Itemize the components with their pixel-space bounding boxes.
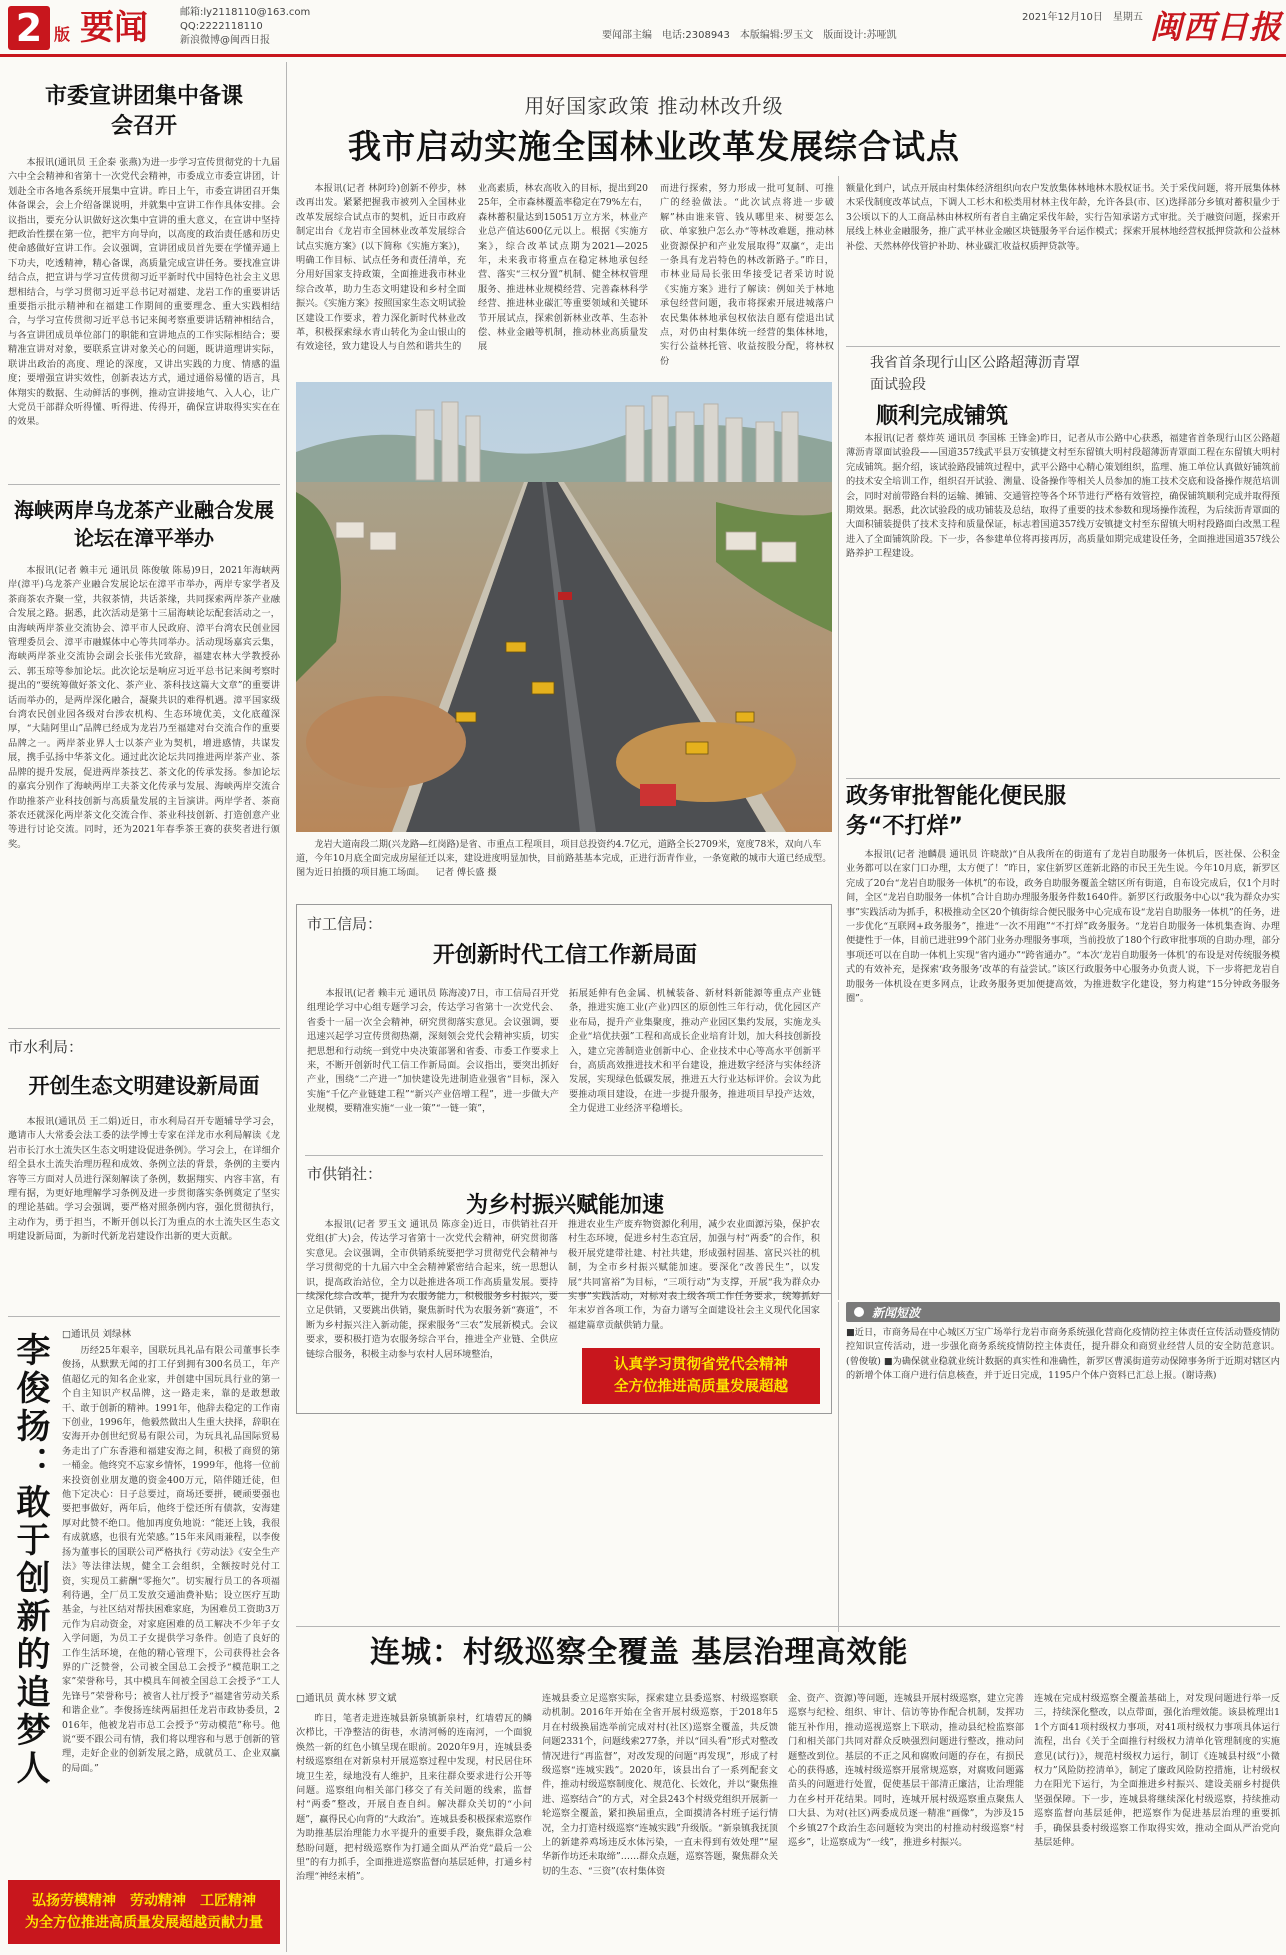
article-title: 市委宣讲团集中备课会召开 <box>44 84 243 139</box>
divider <box>846 778 1280 779</box>
road-construction-photo <box>296 382 832 832</box>
article-title: 为乡村振兴赋能加速 <box>465 1193 664 1218</box>
banner-line: 全方位推进高质量发展超越 <box>614 1379 788 1395</box>
article-body: 本报讯(记者 赖丰元 通讯员 陈俊敏 陈易)9日，2021年海峡两岸(漳平)乌龙茶产业融合发展论坛在漳平市举办，两岸专家学者及茶商茶农齐聚一堂，共叙茶情，共话茶缘，共同探索两岸茶产业融合发展之路。据悉，此次活动是第十三届海峡论坛配套活动之一，由海峡两岸茶业交流协会、漳平市人民政府、漳平台湾农民创业园管理委员会、漳平市融媒体中心等共同举办。活动现场嘉宾云集，海峡两岸茶业交流协会副会长张伟光致辞，福建农林大学教授孙云、郭玉琼等参加论坛。此次论坛是响应习近平总书记来闽考察时提出的“要统筹做好茶文化、茶产业、茶科技这篇大文章”的重要讲话而举办的，是两岸深化融合，凝聚共识的难得机遇。漳平国家级台湾农民创业园各级对台涉农机构、生态环境优美，文化底蕴深厚，“大陆阿里山”品牌已经成为龙岩乃至福建对台交流合作的重要品牌之一。两岸茶业界人士以茶产业为契机，增进感情，共谋发展，携手弘扬中华茶文化。通过此次论坛共同推进两岸茶产业、茶品牌的提升发展，促进两岸茶技艺、茶文化的传承发扬。参加论坛的嘉宾分别作了海峡两岸工夫茶文化传承与发展、海峡两岸交流合作助推茶产业科技创新与高质量发展的主旨演讲。两岸学者、茶商茶农还就深化两岸茶文化交流合作、茶业科技创新、打造创意产业等进行讨论交流。同时，还为2021年春季茶王赛的获奖者进行颁奖。 <box>8 565 280 850</box>
email-text: 邮箱:ly2118110@163.com <box>180 7 311 18</box>
lead-body-col4: 额量化到户，试点开展由村集体经济组织向农户发放集体林地林木股权证书。关于采伐问题，将开展集体林木采伐制度改革试点，下调人工杉木和松类用材林主伐年龄，允许各县(市、区)选择部分乡镇对蓄积量少于3公顷以下的人工商品林由林权所有者自主确定采伐年龄，实行告知承诺方式审批。关于融资问题，探索开展线上林业金融服务，推广武平林业金融区块链服务平台运作模式；探索开展林地经营权抵押贷款和公益林补偿、天然林停伐管护补助、林业碳汇收益权质押贷款等。 <box>846 183 1280 252</box>
section-label: 市工信局： <box>307 915 383 933</box>
banner-line: 弘扬劳模精神 劳动精神 工匠精神 <box>32 1893 256 1909</box>
party-congress-banner <box>582 1348 820 1404</box>
article-body: 历经25年艰辛，国联玩具礼品有限公司董事长李俊扬，从默默无闻的打工仔到拥有300名员工，年产值超亿元的知名企业家，并创建中国玩具行业的第一个自主知识产权品牌，这一路走来，靠的是敢想敢干、敢于创新的精神。1991年，他辞去稳定的工作南下创业，1996年，他毅然做出人生重大抉择，辞职在安海开办创世纪贸易有限公司，为玩具礼品国际贸易务走出了广东香港和福建安海之间，积极了商贸的第一桶金。他终究不忘家乡情怀，1999年，他将一位前来投资创业朋友邀的资金400万元，陪伴随迁徒，但他下定决心：日子总要过，商场还要拼，硬顽要强也要把事做好，两年后，他终于偿还所有债款，安海建厚对此赞不绝口。他加再度负地说：“能还上钱，我很有成就感，也很有光荣感。”15年来风雨兼程，以李俊扬为董事长的国联公司严格执行《劳动法》《安全生产法》等法律法规，健全工会组织，全额按时兑付工资，实现员工薪酬“零拖欠”。切实履行员工的各项福利待遇，全厂员工发放交通油费补贴；设立医疗互助基金，与社区结对帮扶困难家庭，为困难员工资助3万元作为启动资金，对家庭困难的员工解决不少年子女入学问题，为员工子女提供学习条件。创造了良好的工作生活环境，在他的精心管理下，公司获得社会各界的广泛赞誉，公司被全国总工会授予“模范职工之家”荣誉称号，其中模具车间被全国总工会授予“工人先锋号”荣誉称号；被省人社厅授予“福建省劳动关系和谐企业”。李俊扬连续两届担任龙岩市政协委员，2016年，他被龙岩市总工会授予“劳动模范”称号。他说“要不跟公司有情，我们将以理容和与恩于创新的管理，走好企业的创新发展之路，成就员工、企业双赢的局面。” <box>62 1345 280 1774</box>
masthead <box>0 0 1286 58</box>
lead-body-col1: 本报讯(记者 林阿玲)创新不停步，林改再出发。紧紧把握我市被列入全国林业改革发展综合试点市的契机，近日市政府制定出台《龙岩市全国林业改革发展综合试点实施方案》(以下简称《实施方案》)，明确工作目标、试点任务和责任清单，充分用好国家支持政策，全面推进我市林业综合改革，助力生态文明建设和乡村全面振兴。《实施方案》按照国家生态文明试验区建设工作要求，着力深化新时代林业改革，积极探索绿水青山转化为金山银山的有效途径，致力建设人与自然和谐共生的 <box>296 183 466 353</box>
section-label: 市水利局： <box>8 1038 84 1056</box>
lead-body-col3: 而进行探索，努力形成一批可复制、可推广的经验做法。“此次试点将进一步破解”林由谁来管、钱从哪里来、树要怎么砍、单家独户怎么办“等林改难题，推动林业资源保护和产业发展取得”双赢“，走出一条具有龙岩特色的林改新路子。”昨日，市林业局局长张田华接受记者采访时说《实施方案》进行了解读：例如关于林地承包经营问题，我市将探索开展进城落户农民集体林地承包权依法自愿有偿退出试点，对仍由村集体统一经营的集体林地，实行公益林托管、收益按股分配，将林权份 <box>660 183 834 367</box>
divider <box>8 1316 280 1317</box>
article-body-cont: 拓展延伸有色金属、机械装备、新材料新能源等重点产业链条，推进实施工业(产业)四区的原创性三年行动，优化园区产业布局，提升产业集聚度，推动产业园区集约发展，实施龙头企业“培优扶强”工程和高成长企业培育计划，加大科技创新投入，建立完善制造业创新中心、企业技术中心等高水平创新平台，高质高效推进技术和平台建设，推进数字经济与实体经济发展，实现绿色低碳发展，推进五大行业达标评价。会议为此要推动项目建设，在进一步提升服务，推进项目早投产达效，全力促进工业经济平稳增长。 <box>569 988 821 1115</box>
news-brief-title: 新闻短波 <box>872 1306 921 1320</box>
article-li-junyang <box>8 1326 280 1856</box>
news-brief-icon <box>854 1307 864 1317</box>
liancheng-byline: □通讯员 黄水林 罗文斌 <box>296 1693 397 1704</box>
photo-credit: 记者 傅长盛 摄 <box>435 867 497 878</box>
caption-text: 龙岩大道南段二期(兴龙路—红岗路)是省、市重点工程项目，项目总投资约4.7亿元，道路全长2709米，宽度78米，双向八车道，今年10月底全面完成房屋征迁以来，建设进度明显加快，目前路基基本完成，正进行沥青作业，一条宽敞的城市大道已经成型。图为近日拍摄的项目施工场面。 <box>296 839 832 878</box>
article-body: 本报讯(通讯员 王二娟)近日，市水利局召开专题辅导学习会，邀请市人大常委会法工委的法学博士专家在洋龙市水利局解读《龙岩市长汀水土流失区生态文明建设促进条例》。学习会上，在详细介绍全县水土流失治理历程和成效、条例立法的背景，条例的主要内容等三方面对人员进行深刻解读了条例，数据翔实、内容丰富，有理有据，为更好地理解学习条例及进一步贯彻落实条例奠定了坚实的理论基础。学习会强调，要严格对照条例内容，强化贯彻执行，主动作为，勇于担当，不断开创以长汀为重点的水土流失区生态文明建设新局面，为新时代新龙岩建设作出新的更大贡献。 <box>8 1116 280 1243</box>
article-body: 本报讯(记者 赖丰元 通讯员 陈海凌)7日，市工信局召开党组理论学习中心组专题学习会，传达学习省第十一次党代会、省委十一届一次全会精神，研究贯彻落实意见。会议强调，要迅速兴起学习宣传贯彻热潮，深刻领会党代会精神实质，切实把思想和行动统一到党中央决策部署和省委、市委工作要求上来，不断开创新时代工信工作新局面。会议指出，要突出抓好产业，围绕“二产进一”加快建设先进制造业强省“目标，深入实施“千亿产业链建工程”“新兴产业倍增工程”，进一步做大产业规模，要精准实施“一业一策”“一链一策”， <box>307 988 559 1115</box>
news-brief-divider <box>838 1302 839 1632</box>
labor-spirit-banner <box>8 1880 280 1944</box>
article-kicker: 我省首条现行山区公路超薄沥青罩面试验段 <box>870 355 1080 393</box>
divider <box>8 1028 280 1029</box>
qq-text: QQ:2222118110 <box>180 21 263 32</box>
weibo-text: 新浪微博@闽西日报 <box>180 35 270 46</box>
masthead-divider <box>0 54 1286 57</box>
left-column-divider <box>286 62 287 1952</box>
liancheng-body-col1: 昨日，笔者走进连城县新泉镇新泉村，红墙碧瓦的鳞次栉比，干净整洁的街巷，水清河畅的连南河，一个面貌焕然一新的红色小镇呈现在眼前。2020年9月，连城县委村级巡察组在对新泉村开展巡察过程中发现，村民居住环境卫生差，绿地没有人维护，且来往群众要求进行公开等问题。巡察组向相关部门移交了有关问题的线索，监督村“两委”整改，开展自查自纠。解决群众关切的“小问题”，赢得民心向背的“大政治”。连城县委积极探索巡察作为助推基层治理能力水平提升的重要手段，聚焦群众急难愁盼问题，把村级巡察作为打通全面从严治党“最后一公里”的有力抓手，全面推进巡察监督向基层延伸，打通乡村治理“神经末梢”。 <box>296 1713 532 1883</box>
divider <box>305 1155 823 1156</box>
contact-info <box>180 6 310 48</box>
article-title: 顺利完成铺筑 <box>876 404 1009 429</box>
article-title: 开创新时代工信工作新局面 <box>432 943 697 968</box>
lead-kicker: 用好国家政策 推动林改升级 <box>524 94 784 118</box>
photo-caption <box>296 838 832 880</box>
divider <box>846 346 1280 347</box>
article-title: 政务审批智能化便民服务“不打烊” <box>846 784 1067 839</box>
article-gov-service <box>846 782 1280 842</box>
article-oolong-forum <box>8 496 280 1004</box>
divider <box>8 484 280 485</box>
supply-coop-body: 本报讯(记者 罗玉文 通讯员 陈彦金)近日，市供销社召开党组(扩大)会，传达学习省第十一次党代会精神，研究贯彻落实意见。会议强调，全市供销系统要把学习贯彻党代会精神与学习贯彻党的十九届六中全会精神紧密结合起来，统一思想认识，提高政治站位，全力以赴推进各项工作高质量发展。要持续深化综合改革，提升为农服务能力，积极服务乡村振兴，要立足供销，又要跳出供销，聚焦新时代为农服务新“赛道”，不断为乡村振兴注入新动能，探索服务“三农”发展新模式。会议要求，要积极打造为农服务综合平台，推进全产业链、全供应链综合服务，积极主动参与农村人居环境整治， <box>306 1219 558 1360</box>
article-title: 开创生态文明建设新局面 <box>28 1074 260 1098</box>
article-title: 海峡两岸乌龙茶产业融合发展论坛在漳平举办 <box>14 498 274 550</box>
liancheng-body-col4: 连城在完成村级巡察全覆盖基础上，对发现问题进行举一反三，持续深化整改，以点带面，强化治理效能。该县梳理出11个方面41项村级权力事项，对41项村级权力事项具体运行流程，出台《关于全面推行村级权力清单化管理制度的实施意见(试行)》，规范村级权力运行，制订《连城县村级“小微权力”风险防控清单》，制定了廉政风险防控措施，让村级权力在阳光下运行，为全面推进乡村振兴、建设美丽乡村提供坚强保障。下一步，连城县将继续深化村级巡察，持续推动巡察监督向基层延伸，把巡察作为促进基层治理的重要抓手，确保县委村级巡察工作取得实效，推动全面从严治党向基层延伸。 <box>1034 1693 1280 1849</box>
issue-date: 2021年12月10日 星期五 <box>1022 12 1143 23</box>
lead-body-col2: 业高素质，林农高收入的目标，提出到2025年，全市森林覆盖率稳定在79%左右，森林蓄积量达到15051万立方米，林业产业总产值达600亿元以上。根据《实施方案》，综合改革试点期为2021—2025年，未来我市将重点在稳定林地承包经营、落实“三权分置”机制、健全林权管理服务、推进林业规模经营、完善森林科学经营、推进林业碳汇等重要领域和关键环节开展试点，探索创新林业改革、生态补偿、林业金融等机制，推动林业高质量发展 <box>478 183 648 353</box>
article-propaganda-team <box>8 82 280 482</box>
lead-headline: 我市启动实施全国林业改革发展综合试点 <box>348 127 960 166</box>
lead-photo <box>296 382 832 832</box>
article-body: 本报讯(记者 池麟晨 通讯员 许晓歆)“自从我所在的街道有了龙岩自助服务一体机后，医社保、公积金业务都可以在家门口办理，太方便了！”昨日，家住新罗区莲新北路的市民王先生说。今年10月底，新罗区完成了20台“龙岩自助服务一体机”的布设，政务自助服务覆盖全辖区所有街道，自布设完成后，仅1个月时间，全区“龙岩自助服务一体机”合计自助办理服务服务件数1640件。新罗区行政服务中心以“我为群众办实事”实践活动为抓手，积极推动全区20个镇街综合便民服务中心完成布设“龙岩自助服务一体机”的任务，进一步优化“互联网+政务服务”，推进“一次不用跑”“不打烊”政务服务。“龙岩自助服务一体机集查询、办理便捷性于一体，目前已进驻99个部门业务办理服务事项，当前投放了180个行政审批事项的自助办理，部分事项还可以在自助一体机上实现“省内通办”“跨省通办”。“本次‘龙岩自助服务一体机’的布设是对传统服务模式的有效补充，是探索‘政务服务’改革的有益尝试。”该区行政服务中心服务办负责人说，下一步将把龙岩自助服务一体机设在更多网点，让政务服务更加便捷高效，为推进数字化建设，努力构建“15分钟政务服务圈”。 <box>846 849 1280 1005</box>
article-title-vertical: 李俊扬：敢于创新的追梦人 <box>10 1332 50 1788</box>
liancheng-body-col2: 连城县委立足巡察实际，探索建立县委巡察、村级巡察联动机制。2016年开始在全省开展村级巡察，于2018年5月在村级换届选举前完成对村(社区)巡察全覆盖，共反馈问题2331个，问题线索277条，并以“回头看”形式对整改情况进行“再监督”，对改发现的问题“再发现”，形成了村级巡察“连城实践”。2020年，该县出台了一系列配套文件，推动村级巡察制度化、规范化、长效化，并以“聚焦推进、巡察结合”的方式，对全县243个村级党组织开展新一轮巡察全覆盖，紧扣换届重点，全面摸清各村班子运行情况，全力打造村级巡察“连城实践”升级版。“新泉镇我抚顶上的新建养鸡场违反水体污染，一直未得到有效处理”“屋华新作坊还未取缔”……群众点题，巡察答题，聚焦群众关切的生态、“三资”(农村集体资 <box>542 1693 778 1877</box>
article-asphalt-test <box>846 352 1280 432</box>
banner-line: 为全方位推进高质量发展超越贡献力量 <box>25 1915 263 1931</box>
supply-coop-body-cont: 推进农业生产废弃物资源化利用，减少农业面源污染，保护农村生态环境，促进乡村生态宜居，加强与村“两委”的合作，积极开展党建带社建、村社共建，形成强村固基、富民兴社的机制，为全市乡村振兴赋能加速。要深化“改善民生”，以发展“共同富裕”为目标，“三项行动”为支撑，开展“我为群众办实事”实践活动，对标对表上级各项工作任务要求，统筹抓好年末岁首各项工作，为奋力谱写全面建设社会主义现代化国家福建篇章贡献供销力量。 <box>568 1219 820 1331</box>
liancheng-headline: 连城：村级巡察全覆盖 基层治理高效能 <box>370 1635 909 1670</box>
page-suffix: 版 <box>54 25 71 44</box>
news-brief-header <box>846 1302 1280 1322</box>
article-body: 本报讯(通讯员 王企泰 张燕)为进一步学习宣传贯彻党的十九届六中全会精神和省第十一次党代会精神，市委成立市委宣讲团，计划赴全市各地各系统开展集中宣讲。昨日上午，市委宣讲团召开集体备课会，会上介绍备课说明，并就集中宣讲工作作具体安排。会议指出，要充分认识做好这次集中宣讲的重大意义，在宣讲中坚持把政治性摆在第一位，把牢方向导向，以高度的政治责任感和历史使命感做好宣讲工作。会议强调，宣讲团成员首先要在学懂弄通上下功夫，吃透精神，精心备课，高质量完成宣讲任务。要找准宣讲结合点，把宣讲与学习宣传贯彻习近平新时代中国特色社会主义思想相结合，与学习贯彻习近平总书记对福建、龙岩工作的重要讲话重要指示批示精神和在福建工作期间的重要理念、重大实践相结合，与学习宣传贯彻习近平总书记来闽考察重要讲话精神相结合，与各宣讲团成员单位部门的职能和宣讲地点的工作实际相结合；要精准宣讲对对象，要联系宣讲对象关心的问题，既讲道理讲实际，联讲出政治的高度、理论的深度，又讲出实践的力度、情感的温度；要增强宣讲实效性，创新表达方式，通过通俗易懂的语言，具体翔实的数据、生动鲜活的事例，推动宣讲接地气、入人心，让广大党员干部群众听得懂、听得进、传得开，确保宣讲取得实实在在的效果。 <box>8 157 280 428</box>
article-byline: □通讯员 刘绿林 <box>62 1329 131 1340</box>
lead-right-divider <box>838 176 839 1300</box>
page-number-badge: 2 <box>8 6 50 50</box>
news-brief-body: ■近日，市商务局在中心城区万宝广场举行龙岩市商务系统强化营商化疫情防控主体责任宣传活动暨疫情防控知识宣传活动，进一步强化商务系统疫情防控主体责任，提升群众和商贸业经营人员的安全防范意识。(曾俊敏) ■为确保就业稳就业统计数据的真实性和准确性，新罗区曹溪街道劳动保障事务所于近期对辖区内的新增个体工商户进行信息核查，并于近日完成，1195户个体户资料已汇总上报。(谢诗燕) <box>846 1327 1280 1382</box>
paper-name-logo: 闽西日报 <box>1150 8 1283 46</box>
banner-line: 认真学习贯彻省党代会精神 <box>614 1357 788 1373</box>
liancheng-body-col3: 金、资产、资源)等问题，连城县开展村级巡察，建立完善巡察与纪检、组织、审计、信访等协作配合机制，发挥功能互补作用，推动巡视巡察上下联动，推动县纪检监察部门和相关部门共同对群众反映强烈问题进行整改，推动问题整改到位。基层的不正之风和腐败问题的存在，有损民心的获得感，连城村级巡察开展常规巡察，对腐败问题露苗头的问题进行处置，促使基层干部清正廉洁，让治理能力在乡村开花结果。同时，连城开展村级巡察重点聚焦人口大县、为对(社区)两委成员逐一精准“画像”，为涉及15个乡镇27个政治生态问题较为突出的村推动村级巡察“村巡乡”，让巡察成为“一线”，推进乡村振兴。 <box>788 1693 1024 1849</box>
section-title: 要闻 <box>80 8 148 48</box>
section-label: 市供销社： <box>307 1165 383 1183</box>
divider <box>296 1626 1280 1627</box>
editor-line: 要闻部主编 电话:2308943 本版编辑:罗玉文 版面设计:苏哑凯 <box>602 30 897 41</box>
article-body: 本报讯(记者 蔡炸英 通讯员 李国栋 王锋金)昨日，记者从市公路中心获悉，福建省首条现行山区公路超薄沥青罩面试验段——国道357线武平县万安镇捷文村至东留镇大明村段超薄沥青罩面工程在东留镇大明村完成铺筑。据介绍，该试验路段铺筑过程中，武平公路中心精心策划组织，监理、施工单位认真做好铺筑前的技术安全培训工作，组织召开试验、测量、设备操作等相关人员参加的施工技术交底和设备操作规范培训会，同时对前带路台料的运输、摊铺、交通管控等各个环节进行严格有效管控，确保铺筑顺利完成并取得预期效果。据悉，此次试验段的成功铺装及总结，取得了重要的技术参数和现场操作流程，为后续沥青罩面的大面积铺装提供了技术支持和质量保证，标志着国道357线万安镇捷文村至东留镇大明村段路面白改黑工程进入了全面铺筑阶段。下一步，各参建单位将再接再厉，高质量如期完成建设任务，全面推进国道357线公路养护工程建设。 <box>846 433 1280 560</box>
article-water-bureau <box>8 1036 280 1287</box>
